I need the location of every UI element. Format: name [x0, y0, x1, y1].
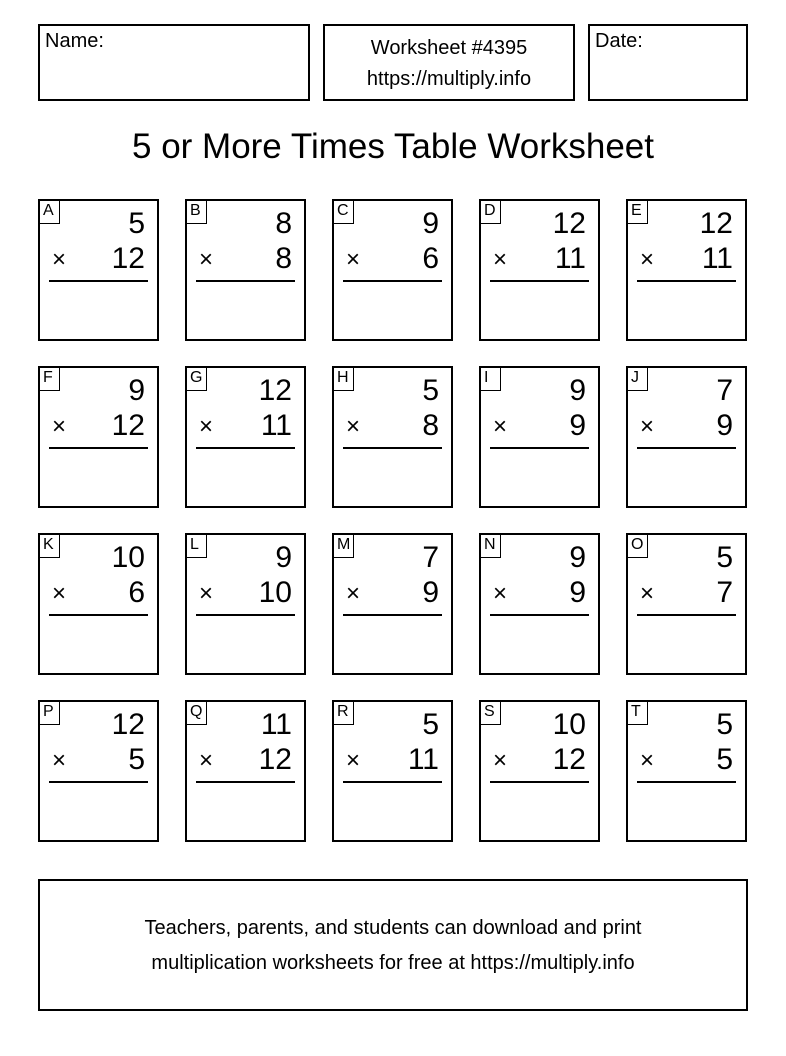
multiplier: 11	[260, 409, 292, 442]
problem-letter: F	[40, 368, 60, 391]
problem-card[interactable]	[38, 199, 159, 341]
multiplier: 9	[422, 576, 439, 609]
multiplicand: 12	[699, 207, 733, 240]
problem-card[interactable]	[479, 199, 600, 341]
problem-letter: C	[334, 201, 354, 224]
times-sign: ×	[346, 413, 361, 440]
footer-line-2: multiplication worksheets for free at https://multiply.info	[151, 952, 635, 974]
multiplicand: 10	[552, 708, 586, 741]
multiplier: 5	[128, 743, 145, 776]
problem-letter: B	[187, 201, 207, 224]
problem-letter: S	[481, 702, 501, 725]
problem-card[interactable]	[38, 366, 159, 508]
problem-card[interactable]	[479, 533, 600, 675]
times-sign: ×	[493, 747, 508, 774]
multiplicand: 12	[111, 708, 145, 741]
problem-card[interactable]	[479, 366, 600, 508]
answer-line	[196, 614, 295, 616]
worksheet-info	[323, 24, 575, 101]
problem-card[interactable]	[38, 700, 159, 842]
problem-letter: I	[481, 368, 501, 391]
answer-line	[637, 447, 736, 449]
multiplier: 12	[258, 743, 292, 776]
problem-card[interactable]	[185, 700, 306, 842]
multiplier: 9	[716, 409, 733, 442]
name-label: Name:	[45, 30, 104, 52]
multiplicand: 9	[128, 374, 145, 407]
answer-line	[49, 781, 148, 783]
multiplicand: 8	[275, 207, 292, 240]
times-sign: ×	[52, 580, 67, 607]
times-sign: ×	[199, 747, 214, 774]
times-sign: ×	[199, 246, 214, 273]
footer-notice	[38, 879, 748, 1011]
problem-letter: T	[628, 702, 648, 725]
worksheet-website: https://multiply.info	[366, 68, 532, 90]
multiplicand: 9	[422, 207, 439, 240]
answer-line	[637, 781, 736, 783]
multiplicand: 5	[716, 708, 733, 741]
times-sign: ×	[346, 246, 361, 273]
problem-letter: H	[334, 368, 354, 391]
problem-card[interactable]	[626, 366, 747, 508]
answer-line	[490, 447, 589, 449]
problem-card[interactable]	[332, 700, 453, 842]
problem-letter: G	[187, 368, 207, 391]
problem-letter: N	[481, 535, 501, 558]
problem-letter: M	[334, 535, 354, 558]
problem-letter: A	[40, 201, 60, 224]
answer-line	[490, 280, 589, 282]
multiplier: 6	[128, 576, 145, 609]
times-sign: ×	[52, 413, 67, 440]
answer-line	[490, 614, 589, 616]
times-sign: ×	[199, 580, 214, 607]
multiplier: 10	[258, 576, 292, 609]
answer-line	[49, 280, 148, 282]
times-sign: ×	[493, 580, 508, 607]
problem-card[interactable]	[185, 533, 306, 675]
multiplicand: 9	[569, 374, 586, 407]
answer-line	[343, 280, 442, 282]
problem-card[interactable]	[332, 199, 453, 341]
problem-card[interactable]	[626, 199, 747, 341]
problem-letter: D	[481, 201, 501, 224]
date-field[interactable]	[588, 24, 748, 101]
times-sign: ×	[199, 413, 214, 440]
multiplicand: 5	[128, 207, 145, 240]
multiplier: 9	[569, 409, 586, 442]
problem-letter: Q	[187, 702, 207, 725]
problem-card[interactable]	[332, 533, 453, 675]
multiplier: 11	[701, 242, 733, 275]
multiplier: 7	[716, 576, 733, 609]
multiplicand: 9	[275, 541, 292, 574]
answer-line	[49, 447, 148, 449]
multiplier: 12	[111, 409, 145, 442]
answer-line	[343, 614, 442, 616]
multiplicand: 7	[422, 541, 439, 574]
times-sign: ×	[640, 413, 655, 440]
times-sign: ×	[52, 246, 67, 273]
worksheet-number: Worksheet #4395	[370, 37, 528, 59]
multiplicand: 12	[258, 374, 292, 407]
multiplier: 12	[552, 743, 586, 776]
problem-card[interactable]	[185, 199, 306, 341]
multiplier: 11	[407, 743, 439, 776]
multiplicand: 12	[552, 207, 586, 240]
times-sign: ×	[52, 747, 67, 774]
answer-line	[196, 781, 295, 783]
times-sign: ×	[640, 747, 655, 774]
problem-card[interactable]	[332, 366, 453, 508]
problem-card[interactable]	[38, 533, 159, 675]
answer-line	[196, 447, 295, 449]
multiplier: 5	[716, 743, 733, 776]
page-title: 5 or More Times Table Worksheet	[132, 127, 654, 166]
multiplier: 11	[554, 242, 586, 275]
answer-line	[343, 781, 442, 783]
answer-line	[196, 280, 295, 282]
problem-letter: R	[334, 702, 354, 725]
footer-line-1: Teachers, parents, and students can download and print	[144, 917, 642, 939]
problem-card[interactable]	[626, 533, 747, 675]
times-sign: ×	[493, 246, 508, 273]
answer-line	[637, 280, 736, 282]
multiplicand: 5	[422, 374, 439, 407]
multiplicand: 10	[111, 541, 145, 574]
answer-line	[49, 614, 148, 616]
problem-letter: K	[40, 535, 60, 558]
times-sign: ×	[346, 580, 361, 607]
multiplicand: 7	[716, 374, 733, 407]
times-sign: ×	[493, 413, 508, 440]
times-sign: ×	[640, 580, 655, 607]
problem-card[interactable]	[479, 700, 600, 842]
multiplier: 8	[275, 242, 292, 275]
multiplier: 8	[422, 409, 439, 442]
multiplicand: 5	[422, 708, 439, 741]
problem-letter: J	[628, 368, 648, 391]
multiplier: 9	[569, 576, 586, 609]
multiplicand: 5	[716, 541, 733, 574]
multiplier: 12	[111, 242, 145, 275]
multiplicand: 11	[260, 708, 292, 741]
problem-letter: P	[40, 702, 60, 725]
answer-line	[490, 781, 589, 783]
problem-card[interactable]	[626, 700, 747, 842]
multiplicand: 9	[569, 541, 586, 574]
answer-line	[637, 614, 736, 616]
times-sign: ×	[346, 747, 361, 774]
problem-letter: E	[628, 201, 648, 224]
multiplier: 6	[422, 242, 439, 275]
problem-letter: O	[628, 535, 648, 558]
problem-card[interactable]	[185, 366, 306, 508]
times-sign: ×	[640, 246, 655, 273]
date-label: Date:	[595, 30, 643, 52]
answer-line	[343, 447, 442, 449]
problem-letter: L	[187, 535, 207, 558]
name-field[interactable]	[38, 24, 310, 101]
